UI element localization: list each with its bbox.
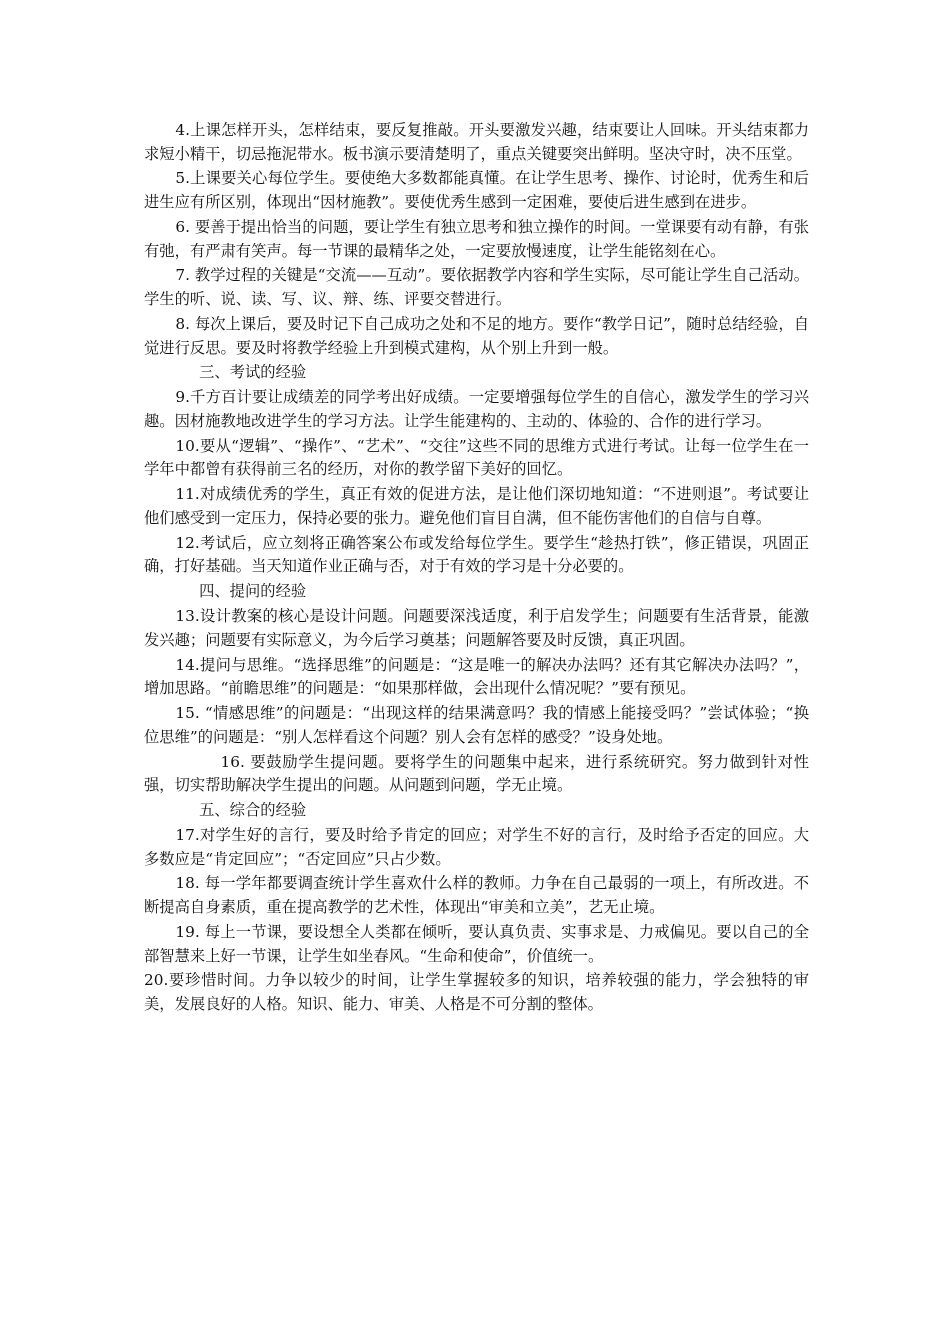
- paragraph-item-14: 14.提问与思维。“选择思维”的问题是：“这是唯一的解决办法吗？还有其它解决办法吗？”，增加思路。“前瞻思维”的问题是：“如果那样做，会出现什么情况呢？”要有预见。: [144, 655, 809, 698]
- document-page: [144, 119, 809, 1018]
- paragraph-item-6: 6. 要善于提出恰当的问题，要让学生有独立思考和独立操作的时间。一堂课要有动有静，有张有弛，有严肃有笑声。每一节课的最精华之处，一定要放慢速度，让学生能铭刻在心。: [144, 217, 809, 260]
- paragraph-item-15: 15. “情感思维”的问题是：“出现这样的结果满意吗？我的情感上能接受吗？”尝试体验；“换位思维”的问题是：“别人怎样看这个问题？别人会有怎样的感受？”设身处地。: [144, 704, 809, 746]
- paragraph-item-12: 12.考试后，应立刻将正确答案公布或发给每位学生。要学生“趁热打铁”，修正错误，巩固正确，打好基础。当天知道作业正确与否，对于有效的学习是十分必要的。: [144, 533, 809, 576]
- paragraph-item-17: 17.对学生好的言行，要及时给予肯定的回应；对学生不好的言行，及时给予否定的回应。大多数应是“肯定回应”；“否定回应”只占少数。: [144, 825, 809, 868]
- paragraph-item-9: 9.千方百计要让成绩差的同学考出好成绩。一定要增强每位学生的自信心，激发学生的学习兴趣。因材施教地改进学生的学习方法。让学生能建构的、主动的、体验的、合作的进行学习。: [144, 388, 809, 430]
- paragraph-item-13: 13.设计教案的核心是设计问题。问题要深浅适度，利于启发学生；问题要有生活背景，能激发兴趣；问题要有实际意义，为今后学习奠基；问题解答要及时反馈，真正巩固。: [144, 607, 809, 649]
- paragraph-item-18: 18. 每一学年都要调查统计学生喜欢什么样的教师。力争在自己最弱的一项上，有所改进。不断提高自身素质，重在提高教学的艺术性，体现出“审美和立美”，艺无止境。: [144, 874, 809, 917]
- paragraph-item-19: 19. 每上一节课，要设想全人类都在倾听，要认真负责、实事求是、力戒偏见。要以自己的全部智慧来上好一节课，让学生如坐春风。“生命和使命”，价值统一。: [144, 922, 809, 965]
- section-heading-questions: 四、提问的经验: [199, 582, 307, 601]
- paragraph-item-10: 10.要从“逻辑”、“操作”、“艺术”、“交往”这些不同的思维方式进行考试。让每一位学生在一学年中都曾有获得前三名的经历，对你的教学留下美好的回忆。: [144, 436, 809, 479]
- paragraph-item-8: 8. 每次上课后，要及时记下自己成功之处和不足的地方。要作“教学日记”，随时总结经验，自觉进行反思。要及时将教学经验上升到模式建构，从个别上升到一般。: [144, 314, 809, 357]
- section-heading-exam: 三、考试的经验: [199, 363, 307, 382]
- paragraph-item-16: 16. 要鼓励学生提问题。要将学生的问题集中起来，进行系统研究。努力做到针对性强，切实帮助解决学生提出的问题。从问题到问题，学无止境。: [144, 752, 809, 795]
- paragraph-item-20: 20.要珍惜时间。力争以较少的时间，让学生掌握较多的知识，培养较强的能力，学会独特的审美，发展良好的人格。知识、能力、审美、人格是不可分割的整体。: [144, 971, 809, 1014]
- section-heading-general: 五、综合的经验: [199, 801, 307, 820]
- paragraph-item-7: 7. 教学过程的关键是“交流——互动”。要依据教学内容和学生实际，尽可能让学生自己活动。学生的听、说、读、写、议、辩、练、评要交替进行。: [144, 266, 809, 309]
- paragraph-item-5: 5.上课要关心每位学生。要使绝大多数都能真懂。在让学生思考、操作、讨论时，优秀生和后进生应有所区别，体现出“因材施教”。要使优秀生感到一定困难，要使后进生感到在进步。: [144, 169, 809, 212]
- paragraph-item-4: 4.上课怎样开头，怎样结束，要反复推敲。开头要激发兴趣，结束要让人回味。开头结束都力求短小精干，切忌拖泥带水。板书演示要清楚明了，重点关键要突出鲜明。坚决守时，决不压堂。: [144, 121, 809, 163]
- paragraph-item-11: 11.对成绩优秀的学生，真正有效的促进方法，是让他们深切地知道：“不进则退”。考试要让他们感受到一定压力，保持必要的张力。避免他们盲目自满，但不能伤害他们的自信与自尊。: [144, 485, 809, 527]
